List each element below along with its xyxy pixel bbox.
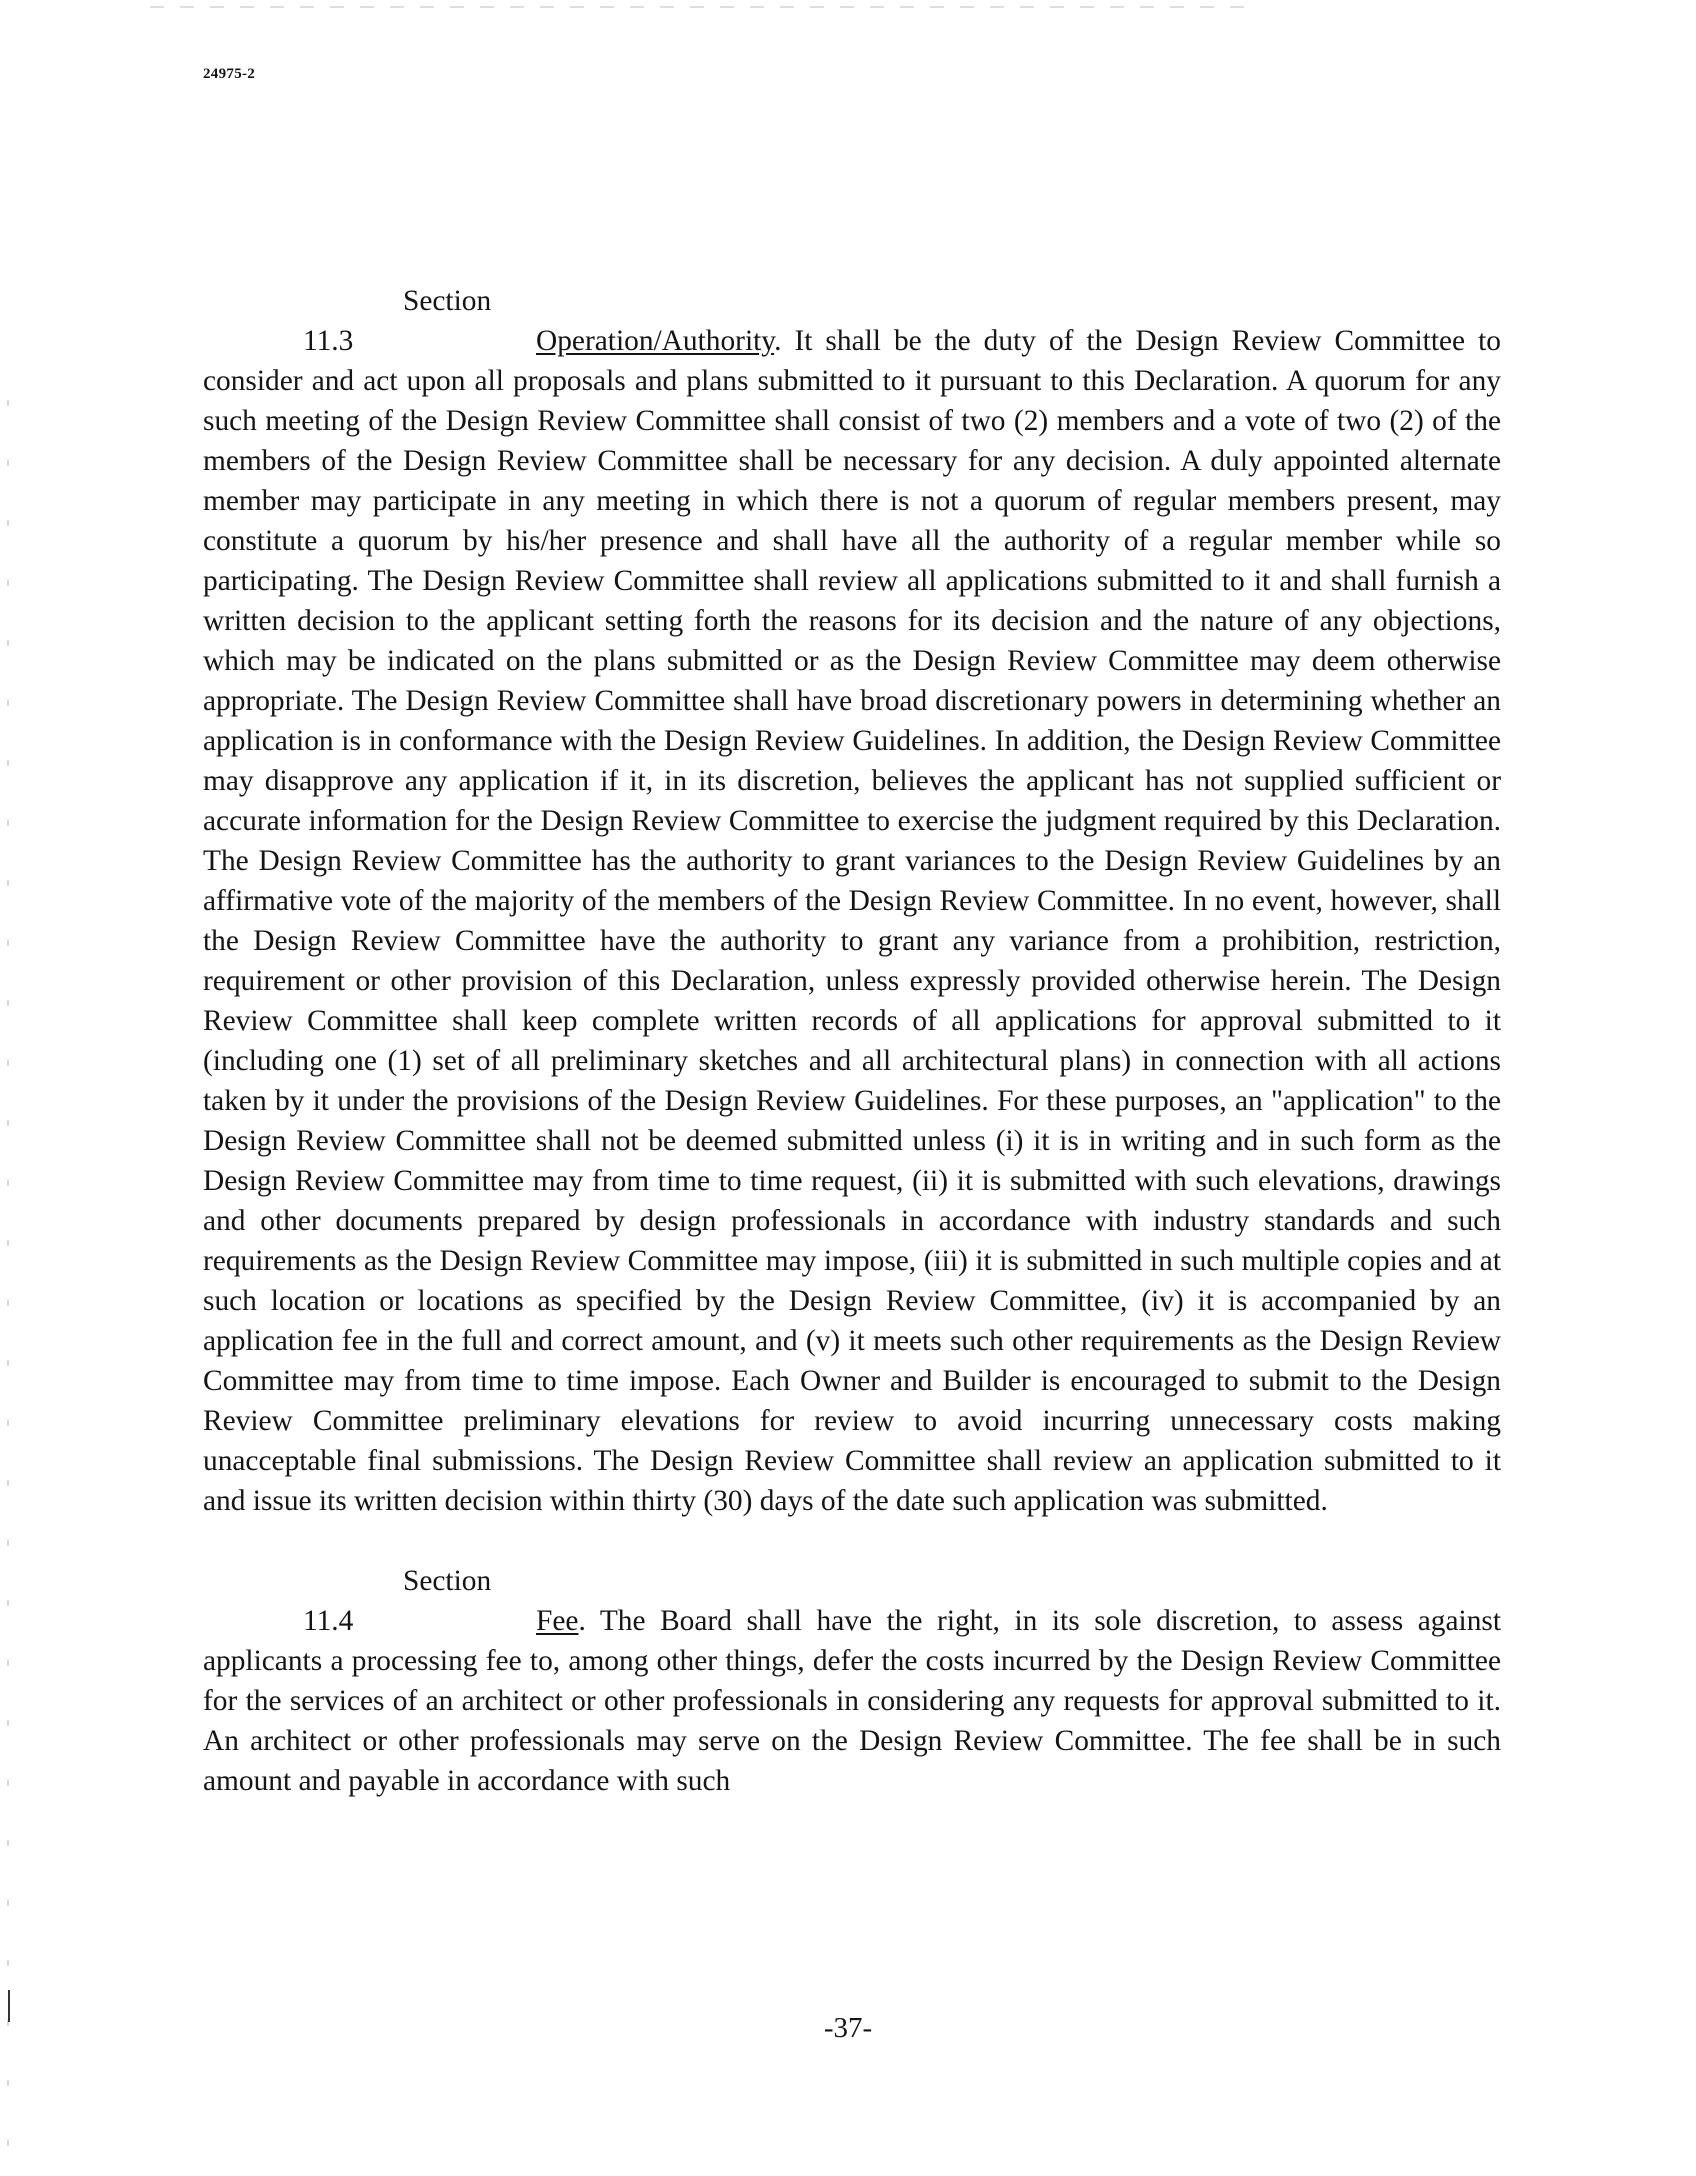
section-number: Section 11.4	[303, 1565, 492, 1637]
document-body	[203, 281, 1501, 1801]
section-text: . It shall be the duty of the Design Review Committee to consider and act upon all proposals and plans submitted to it pursuant to this Declaration. A quorum for any such meeting of the Design Review Committee shall consist of two (2) members and a vote of two (2) of the members of the Design Review Committee shall be necessary for any decision. A duly appointed alternate member may participate in any meeting in which there is not a quorum of regular members present, may constitute a quorum by his/her presence and shall have all the authority of a regular member while so participating. The Design Review Committee shall review all applications submitted to it and shall furnish a written decision to the applicant setting forth the reasons for its decision and the nature of any objections, which may be indicated on the plans submitted or as the Design Review Committee may deem otherwise appropriate. The Design Review Committee shall have broad discretionary powers in determining whether an application is in conformance with the Design Review Guidelines. In addition, the Design Review Committee may disapprove any application if it, in its discretion, believes the applicant has not supplied sufficient or accurate information for the Design Review Committee to exercise the judgment required by this Declaration. The Design Review Committee has the authority to grant variances to the Design Review Guidelines by an affirmative vote of the majority of the members of the Design Review Committee. In no event, however, shall the Design Review Committee have the authority to grant any variance from a prohibition, restriction, requirement or other provision of this Declaration, unless expressly provided otherwise herein. The Design Review Committee shall keep complete written records of all applications for approval submitted to it (including one (1) set of all preliminary sketches and all architectural plans) in connection with all actions taken by it under the provisions of the Design Review Guidelines. For these purposes, an "application" to the Design Review Committee shall not be deemed submitted unless (i) it is in writing and in such form as the Design Review Committee may from time to time request, (ii) it is submitted with such elevations, drawings and other documents prepared by design professionals in accordance with industry standards and such requirements as the Design Review Committee may impose, (iii) it is submitted in such multiple copies and at such location or locations as specified by the Design Review Committee, (iv) it is accompanied by an application fee in the full and correct amount, and (v) it meets such other requirements as the Design Review Committee may from time to time impose. Each Owner and Builder is encouraged to submit to the Design Review Committee preliminary elevations for review to avoid incurring unnecessary costs making unacceptable final submissions. The Design Review Committee shall review an application submitted to it and issue its written decision within thirty (30) days of the date such application was submitted.	[203, 325, 1501, 1517]
section-title: Operation/Authority	[536, 325, 775, 357]
section-11-4-paragraph	[203, 1561, 1501, 1801]
section-number: Section 11.3	[303, 285, 492, 357]
document-id: 24975-2	[203, 66, 256, 82]
section-text: . The Board shall have the right, in its sole discretion, to assess against applicants a processing fee to, among other things, defer the costs incurred by the Design Review Committee for the services of an architect or other professionals in considering any requests for approval submitted to it. An architect or other professionals may serve on the Design Review Committee. The fee shall be in such amount and payable in accordance with such	[203, 1605, 1501, 1797]
section-title: Fee	[536, 1605, 579, 1637]
page-number: -37-	[823, 2012, 873, 2044]
scan-artifact-top	[150, 6, 1250, 8]
scan-artifact-left	[7, 400, 9, 2160]
section-11-3-paragraph	[203, 281, 1501, 1521]
